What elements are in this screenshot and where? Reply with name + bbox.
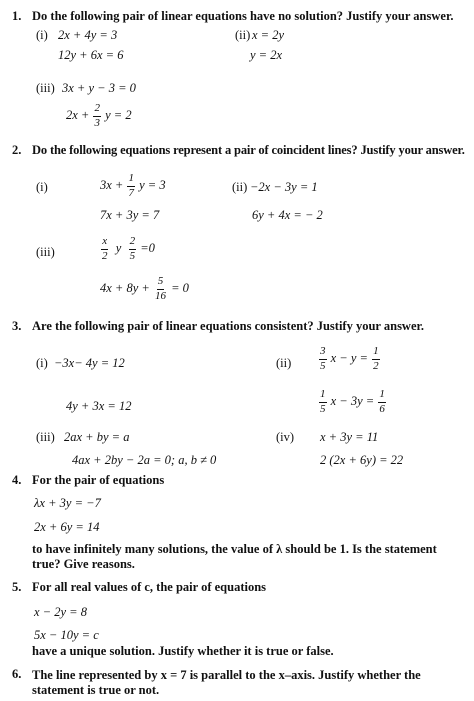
q3-ii-eq2 <box>318 389 387 415</box>
q1-number: 1. <box>12 9 22 23</box>
q3-iv-eq2: 2 (2x + 6y) = 22 <box>320 453 404 467</box>
q2-iii-frac3-num: 5 <box>157 276 165 290</box>
q5-eq1: x − 2y = 8 <box>34 605 87 619</box>
q4-eq2: 2x + 6y = 14 <box>34 520 100 534</box>
q3-ii-fraction-3 <box>319 389 327 415</box>
q2-iii-eq2 <box>100 276 189 302</box>
q2-ii-label: (ii) <box>232 180 248 194</box>
q3-ii-frac3-den: 5 <box>320 402 326 415</box>
q3-i-eq2: 4y + 3x = 12 <box>66 399 132 413</box>
q2-iii-fraction-2 <box>129 236 137 262</box>
q3-number: 3. <box>12 319 22 333</box>
q3-ii-fraction-1 <box>319 346 327 372</box>
q1-iii-fraction <box>93 103 101 129</box>
q1-i-eq2: 12y + 6x = 6 <box>58 48 124 62</box>
q3-ii-frac4-num: 1 <box>378 389 386 403</box>
q2-i-frac-den: 7 <box>128 186 134 199</box>
q2-iii-frac1-den: 2 <box>102 249 108 262</box>
q5-eq2: 5x − 10y = c <box>34 628 99 642</box>
q3-iii-eq1: 2ax + by = a <box>64 430 130 444</box>
q4-number: 4. <box>12 473 22 487</box>
q2-iii-fraction-3 <box>154 276 167 302</box>
q4-intro: For the pair of equations <box>32 473 165 487</box>
q3-ii-frac2-den: 2 <box>373 359 379 372</box>
q3-text: Are the following pair of linear equations consistent? Justify your answer. <box>32 319 425 333</box>
q5-text: have a unique solution. Justify whether it is true or false. <box>32 644 334 658</box>
q3-ii-eq2-mid: x − 3y = <box>330 393 375 408</box>
q2-i-eq1-post: y = 3 <box>139 177 166 192</box>
q3-i-label: (i) <box>36 356 48 370</box>
q2-iii-label: (iii) <box>36 245 55 259</box>
q2-ii-eq1: −2x − 3y = 1 <box>250 180 318 194</box>
q1-iii-label: (iii) <box>36 81 55 95</box>
q5-intro: For all real values of c, the pair of equations <box>32 580 267 594</box>
q2-i-eq1 <box>100 173 166 199</box>
q2-iii-frac2-den: 5 <box>129 249 136 262</box>
q2-iii-eq2-pre: 4x + 8y + <box>100 280 150 295</box>
q6-text: The line represented by x = 7 is parallel to the x–axis. Justify whether the statement is true or not. <box>32 668 421 697</box>
q3-iv-eq1: x + 3y = 11 <box>320 430 379 444</box>
q3-ii-frac1-den: 5 <box>320 359 326 372</box>
q1-i-eq1: 2x + 4y = 3 <box>58 28 118 42</box>
q2-iii-fraction-1 <box>101 236 109 262</box>
q1-iii-frac-den: 3 <box>94 116 100 129</box>
q3-iii-eq2: 4ax + 2by − 2a = 0; a, b ≠ 0 <box>72 453 217 467</box>
q2-i-fraction <box>127 173 135 199</box>
q1-i-label: (i) <box>36 28 48 42</box>
q1-iii-eq1: 3x + y − 3 = 0 <box>62 81 136 95</box>
q5-number: 5. <box>12 580 22 594</box>
q3-iii-label: (iii) <box>36 430 55 444</box>
q4-text: to have infinitely many solutions, the value of λ should be 1. Is the statement true? Give reasons. <box>32 542 437 571</box>
q3-i-eq1: −3x− 4y = 12 <box>54 356 125 370</box>
q3-ii-frac1-num: 3 <box>319 346 327 360</box>
q3-ii-frac2-num: 1 <box>372 346 380 360</box>
q3-ii-label: (ii) <box>276 356 292 370</box>
q2-iii-frac3-den: 16 <box>154 289 166 302</box>
q2-iii-eq2-post: = 0 <box>171 280 189 295</box>
q1-iii-frac-num: 2 <box>93 103 101 117</box>
q2-ii-eq2: 6y + 4x = − 2 <box>252 208 323 222</box>
q3-iv-label: (iv) <box>276 430 295 444</box>
q2-i-label: (i) <box>36 180 48 194</box>
q2-iii-eq1 <box>100 236 155 262</box>
q1-ii-eq1: x = 2y <box>252 28 285 42</box>
q3-ii-frac3-num: 1 <box>319 389 327 403</box>
q1-text: Do the following pair of linear equations have no solution? Justify your answer. <box>32 9 454 23</box>
q2-iii-frac2-num: 2 <box>129 236 137 250</box>
q1-iii-eq2-post: y = 2 <box>105 107 132 122</box>
q3-ii-fraction-4 <box>378 389 386 415</box>
q6-number: 6. <box>12 667 22 681</box>
q2-iii-frac1-num: x <box>101 236 108 250</box>
q3-ii-frac4-den: 6 <box>379 402 385 415</box>
q2-iii-eq1-mid: y <box>115 240 122 255</box>
q2-number: 2. <box>12 143 22 157</box>
q2-iii-eq1-post: =0 <box>140 240 155 255</box>
q3-ii-fraction-2 <box>372 346 380 372</box>
q1-iii-eq2-pre: 2x + <box>66 107 90 122</box>
q1-ii-eq2: y = 2x <box>250 48 283 62</box>
q3-ii-eq1 <box>318 346 381 372</box>
q2-i-frac-num: 1 <box>127 173 135 187</box>
q2-i-eq2: 7x + 3y = 7 <box>100 208 160 222</box>
q1-ii-label: (ii) <box>235 28 251 42</box>
q3-ii-eq1-mid: x − y = <box>330 350 368 365</box>
q4-eq1: λx + 3y = −7 <box>34 496 101 510</box>
q2-text: Do the following equations represent a pair of coincident lines? Justify your answer. <box>32 143 465 157</box>
q1-iii-eq2 <box>66 103 132 129</box>
q2-i-eq1-pre: 3x + <box>100 177 124 192</box>
